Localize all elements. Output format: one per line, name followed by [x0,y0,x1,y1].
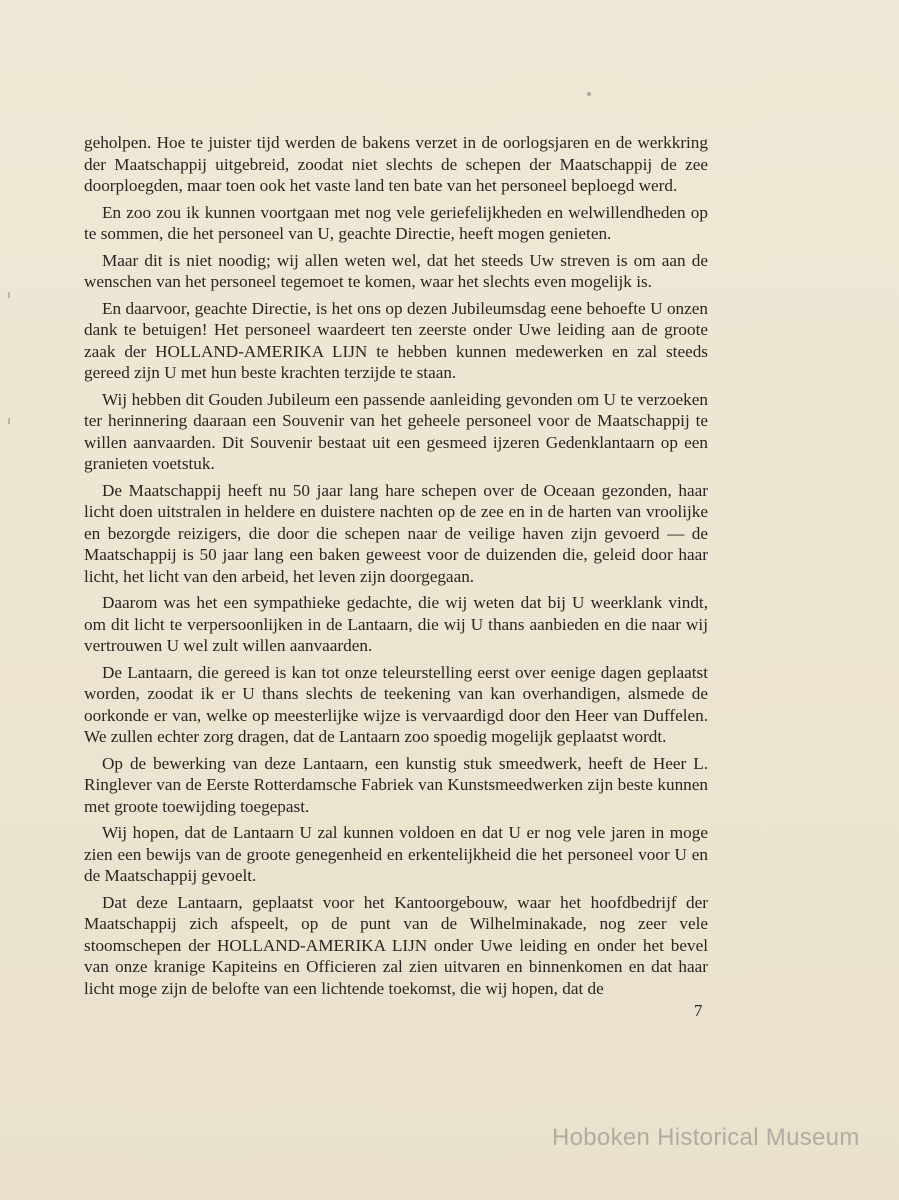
paragraph: Wij hopen, dat de Lantaarn U zal kunnen voldoen en dat U er nog vele jaren in moge zien een bewijs van de groote genegenheid en erkentelijkheid die het personeel voor U en de Maatschappij gevoelt. [84,823,708,885]
paragraph: Op de bewerking van deze Lantaarn, een kunstig stuk smeedwerk, heeft de Heer L. Ringlever van de Eerste Rotterdamsche Fabriek van Kunstsmeedwerken zijn beste kunnen met groote toewijding toegepast. [84,753,708,816]
margin-mark [8,292,10,298]
paragraph: De Lantaarn, die gereed is kan tot onze teleurstelling eerst over eenige dagen geplaatst worden, zoodat ik er U thans slechts de teekening van kan overhandigen, alsmede de oorkonde er van, welke op meesterlijke wijze is vervaardigd door den Heer van Duffelen. We zullen echter zorg dragen, dat de Lantaarn zoo spoedig mogelijk geplaatst wordt. [84,662,708,746]
paragraph: En zoo zou ik kunnen voortgaan met nog vele geriefelijkheden en welwillendheden op te sommen, die het personeel van U, geachte Directie, heeft mogen genieten. [84,202,708,243]
paragraph: geholpen. Hoe te juister tijd werden de bakens verzet in de oorlogsjaren en de werkkring der Maatschappij uitgebreid, zoodat niet slechts de schepen der Maatschappij de zee doorploegden, maar toen ook het vaste land ten bate van het personeel beploegd werd. [84,133,708,195]
body-text [84,132,708,1004]
paragraph: En daarvoor, geachte Directie, is het ons op dezen Jubileumsdag eene behoefte U onzen dank te betuigen! Het personeel waardeert ten zeerste onder Uwe leiding aan de groote zaak der HOLLAND-AMERIKA LIJN te hebben kunnen medewerken en zal steeds gereed zijn U met hun beste krachten terzijde te staan. [84,298,708,382]
paragraph: Maar dit is niet noodig; wij allen weten wel, dat het steeds Uw streven is om aan de wenschen van het personeel tegemoet te komen, waar het slechts even mogelijk is. [84,250,708,291]
ink-speck [587,92,591,96]
museum-watermark: Hoboken Historical Museum [552,1124,860,1151]
paragraph: Daarom was het een sympathieke gedachte, die wij weten dat bij U weerklank vindt, om dit licht te verpersoonlijken in de Lantaarn, die wij U thans aanbieden en die naar wij vertrouwen U wel zult willen aanvaarden. [84,593,708,655]
page-number: 7 [694,1001,703,1020]
paragraph: De Maatschappij heeft nu 50 jaar lang hare schepen over de Oceaan gezonden, haar licht doen uitstralen in heldere en duistere nachten op de zee en in de harten van vroolijke en bezorgde reizigers, die door die schepen naar de veilige haven zijn gevoerd — de Maatschappij is 50 jaar lang een baken geweest voor de duizenden die, geleid door haar licht, het licht van den arbeid, het leven zijn doorgegaan. [84,480,708,586]
paragraph: Wij hebben dit Gouden Jubileum een passende aanleiding gevonden om U te verzoeken ter herinnering daaraan een Souvenir van het geheele personeel voor de Maatschappij te willen aanvaarden. Dit Souvenir bestaat uit een gesmeed ijzeren Gedenklantaarn op een granieten voetstuk. [84,389,708,473]
margin-mark [8,418,10,424]
paragraph: Dat deze Lantaarn, geplaatst voor het Kantoorgebouw, waar het hoofdbedrijf der Maatschappij zich afspeelt, op de punt van de Wilhelminakade, nog zeer vele stoomschepen der HOLLAND-AMERIKA LIJN onder Uwe leiding en onder het bevel van onze kranige Kapiteins en Officieren zal zien uitvaren en binnenkomen en dat haar licht moge zijn de belofte van een lichtende toekomst, die wij hopen, dat de [84,892,708,998]
